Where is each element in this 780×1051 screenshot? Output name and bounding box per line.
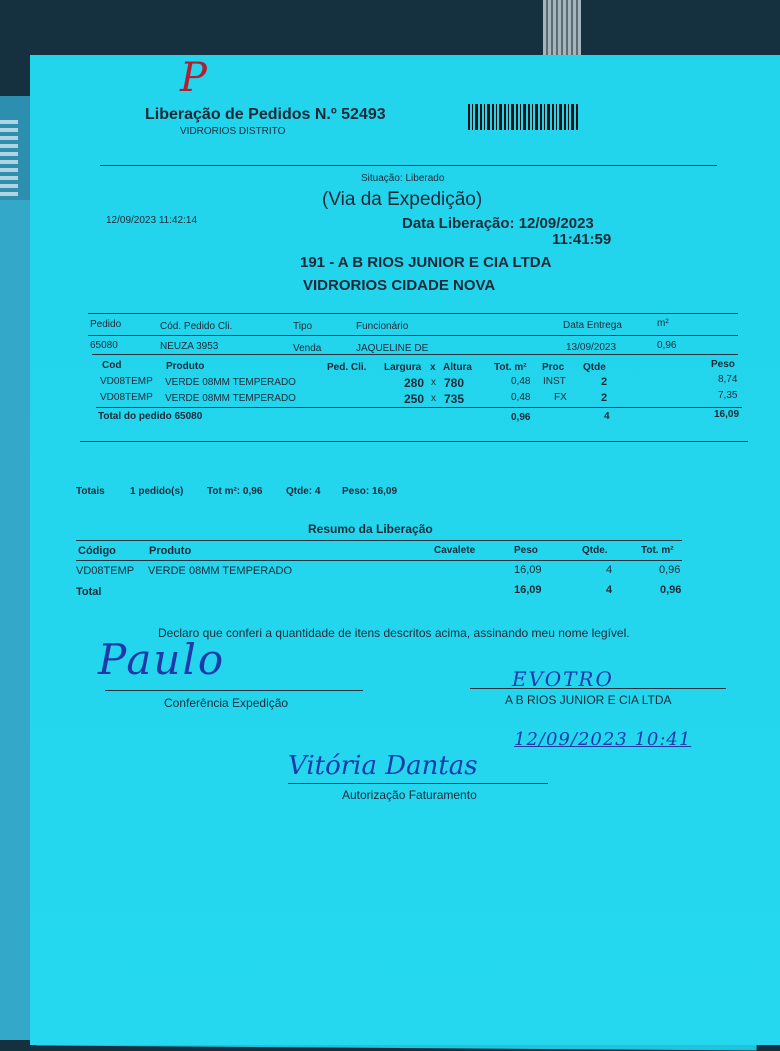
- summary-col-produto: Produto: [149, 545, 192, 557]
- item-produto: VERDE 08MM TEMPERADO: [165, 393, 296, 404]
- item-x: x: [431, 377, 436, 388]
- items-col-peso: Peso: [711, 359, 735, 370]
- declaration-text: Declaro que conferi a quantidade de itens descritos acima, assinando meu nome legível.: [158, 626, 630, 640]
- site-name: VIDRORIOS CIDADE NOVA: [303, 277, 496, 294]
- release-time: 11:41:59: [552, 231, 612, 248]
- signature-line: [470, 688, 726, 689]
- order-m2: 0,96: [657, 340, 677, 351]
- document-page: [30, 55, 780, 1045]
- order-number: 65080: [90, 340, 118, 351]
- conferencia-label: Conferência Expedição: [164, 696, 289, 710]
- copy-type: (Via da Expedição): [322, 189, 483, 210]
- autorizacao-label: Autorização Faturamento: [342, 788, 477, 802]
- item-peso: 8,74: [718, 374, 738, 385]
- items-col-tot-m2: Tot. m²: [494, 362, 527, 373]
- col-cod-cli: Cód. Pedido Cli.: [160, 321, 233, 332]
- divider: [96, 407, 742, 408]
- item-cod: VD08TEMP: [100, 392, 153, 403]
- summary-total-label: Total: [76, 586, 102, 598]
- item-produto: VERDE 08MM TEMPERADO: [165, 377, 296, 388]
- divider: [76, 540, 682, 541]
- summary-peso: 16,09: [514, 564, 542, 576]
- divider: [88, 335, 738, 336]
- items-col-ped-cli: Ped. Cli.: [327, 362, 367, 373]
- order-total-peso: 16,09: [714, 409, 740, 420]
- item-proc: FX: [554, 392, 567, 403]
- divider: [92, 354, 738, 355]
- divider: [88, 313, 738, 314]
- cliente-signature: EVOTRO: [512, 667, 614, 691]
- item-qtde: 2: [601, 376, 608, 388]
- col-tipo: Tipo: [293, 321, 313, 332]
- handwritten-mark: P: [180, 55, 207, 101]
- order-total-m2: 0,96: [511, 412, 531, 423]
- client-name: 191 - A B RIOS JUNIOR E CIA LTDA: [300, 254, 552, 271]
- items-col-x: x: [430, 362, 436, 373]
- order-type: Venda: [293, 343, 322, 354]
- conferencia-signature: Paulo: [98, 635, 226, 684]
- status-text: Situação: Liberado: [361, 173, 445, 184]
- divider: [100, 165, 717, 166]
- order-total-qtde: 4: [604, 411, 610, 422]
- summary-produto: VERDE 08MM TEMPERADO: [148, 565, 293, 577]
- items-col-qtde: Qtde: [583, 362, 606, 373]
- items-col-largura: Largura: [384, 362, 422, 373]
- summary-col-tot-m2: Tot. m²: [641, 545, 674, 556]
- item-altura: 780: [444, 376, 465, 390]
- col-data-entrega: Data Entrega: [563, 320, 622, 331]
- col-pedido: Pedido: [90, 319, 122, 330]
- summary-col-codigo: Código: [78, 545, 116, 557]
- summary-col-qtde: Qtde.: [582, 545, 608, 556]
- col-funcionario: Funcionário: [356, 321, 409, 332]
- totals-orders: 1 pedido(s): [130, 486, 184, 497]
- company-name: VIDRORIOS DISTRITO: [180, 126, 286, 137]
- item-peso: 7,35: [718, 390, 738, 401]
- item-altura: 735: [444, 392, 465, 406]
- summary-col-peso: Peso: [514, 545, 538, 556]
- background-binder: [0, 120, 18, 200]
- background-sheet-left-2: [0, 200, 34, 1040]
- items-col-produto: Produto: [166, 361, 205, 372]
- col-m2: m²: [657, 318, 669, 329]
- divider: [80, 441, 748, 442]
- order-total-label: Total do pedido 65080: [98, 411, 203, 422]
- printed-timestamp: 12/09/2023 11:42:14: [106, 215, 198, 226]
- summary-total-peso: 16,09: [514, 584, 542, 596]
- autorizacao-signature: Vitória Dantas: [288, 751, 478, 781]
- item-largura: 280: [404, 376, 425, 390]
- item-proc: INST: [543, 376, 566, 387]
- item-qtde: 2: [601, 392, 608, 404]
- cliente-label: A B RIOS JUNIOR E CIA LTDA: [505, 693, 672, 707]
- items-col-proc: Proc: [542, 362, 565, 373]
- document-title: Liberação de Pedidos N.º 52493: [145, 106, 386, 123]
- order-delivery-date: 13/09/2023: [566, 342, 617, 353]
- items-col-altura: Altura: [443, 362, 472, 373]
- item-tot-m2: 0,48: [511, 376, 531, 387]
- totals-qtde: Qtde: 4: [286, 486, 321, 497]
- totals-label: Totais: [76, 486, 105, 497]
- signature-line: [105, 690, 363, 691]
- release-date: Data Liberação: 12/09/2023: [402, 215, 594, 232]
- data-manuscrita: 12/09/2023 10:41: [514, 729, 692, 750]
- divider: [76, 560, 682, 561]
- totals-peso: Peso: 16,09: [342, 486, 398, 497]
- items-col-cod: Cod: [102, 360, 122, 371]
- item-cod: VD08TEMP: [100, 376, 153, 387]
- summary-qtde: 4: [606, 564, 613, 576]
- summary-codigo: VD08TEMP: [76, 565, 135, 577]
- item-tot-m2: 0,48: [511, 392, 531, 403]
- totals-m2: Tot m²: 0,96: [207, 486, 263, 497]
- summary-col-cavalete: Cavalete: [434, 545, 476, 556]
- summary-total-qtde: 4: [606, 584, 613, 596]
- summary-title: Resumo da Liberação: [308, 522, 433, 536]
- item-x: x: [431, 393, 436, 404]
- signature-line: [288, 783, 548, 784]
- summary-total-tot-m2: 0,96: [660, 584, 682, 596]
- order-employee: JAQUELINE DE: [356, 343, 429, 354]
- order-client-code: NEUZA 3953: [160, 341, 219, 352]
- barcode: [468, 104, 578, 130]
- summary-tot-m2: 0,96: [659, 564, 681, 576]
- background-object: [543, 0, 581, 58]
- item-largura: 250: [404, 392, 425, 406]
